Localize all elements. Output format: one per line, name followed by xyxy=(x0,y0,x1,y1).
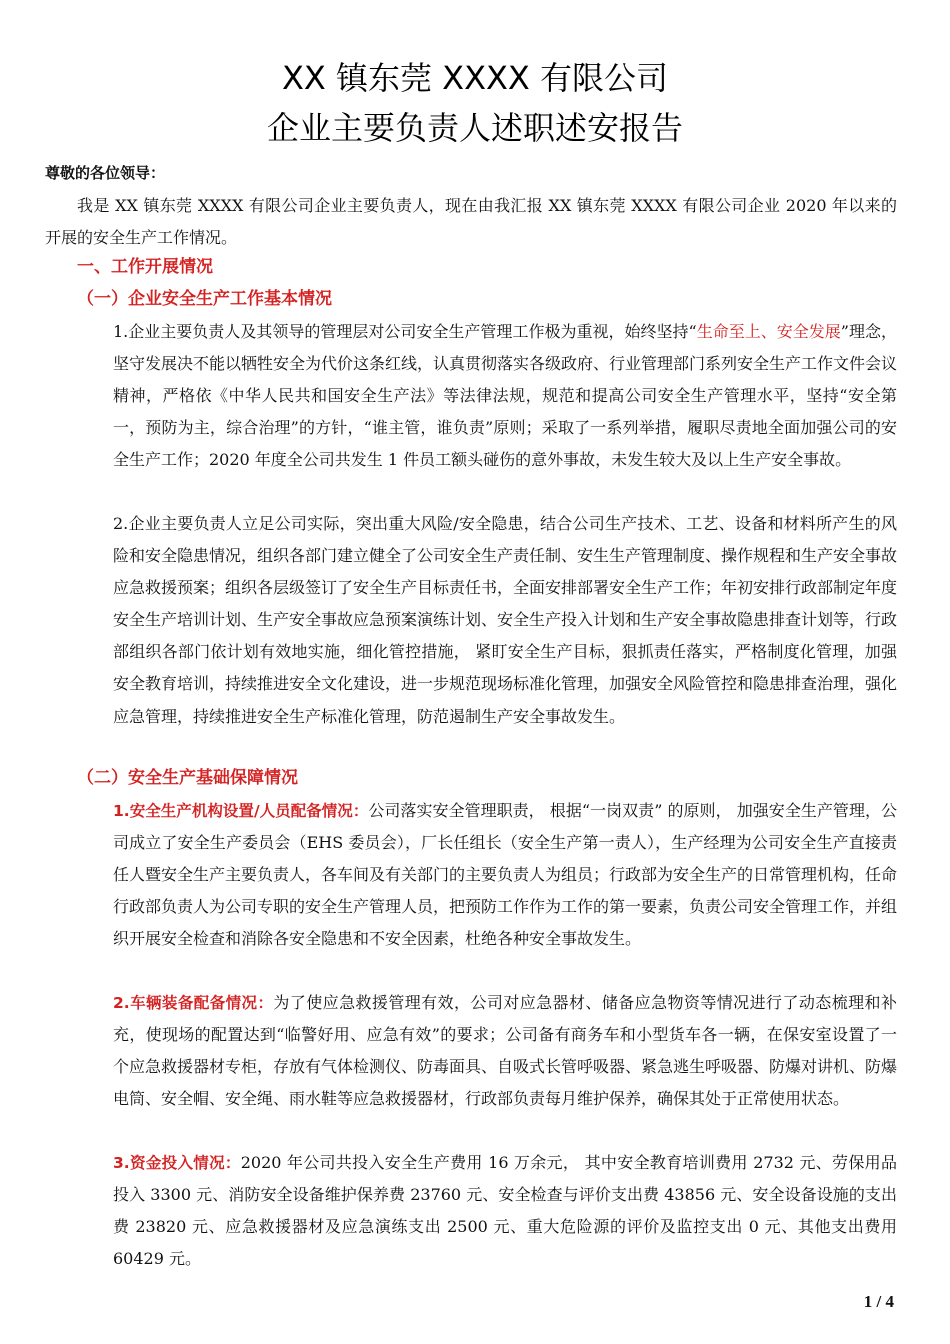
item-text: 公司落实安全管理职责， 根据“一岗双责” 的原则， 加强安全生产管理，公司成立了安全生产委员会（EHS 委员会），厂长任组长（安全生产第一责人），生产经理为公司安全生产直接责任人暨安全生产主要负责人，各车间及有关部门的主要负责人为组员；行政部为安全生产的日常管理机构，任命行政部负责人为公司专职的安全生产管理人员，把预防工作作为工作的第一要素，负责公司安全管理工作，并组织开展安全检查和消除各安全隐患和不安全因素，杜绝各种安全事故发生。 xyxy=(113,801,898,949)
greeting: 尊敬的各位领导： xyxy=(45,164,166,182)
subsection-heading-basic: （一）企业安全生产工作基本情况 xyxy=(77,289,332,309)
document-title-report: 企业主要负责人述职述安报告 xyxy=(266,109,683,147)
list-item: 2.企业主要负责人立足公司实际，突出重大风险/安全隐患，结合公司生产技术、工艺、设备和材料所产生的风险和安全隐患情况，组织各部门建立健全了公司安全生产责任制、安生生产管理制度、操作规程和生产安全事故应急救援预案；组织各层级签订了安全生产目标责任书，全面安排部署安全生产工作；年初安排行政部制定年度安全生产培训计划、生产安全事故应急预案演练计划、安全生产投入计划和生产安全事故隐患排查计划等，行政部组织各部门依计划有效地实施，细化管控措施， 紧盯安全生产目标，狠抓责任落实，严格制度化管理，加强安全教育培训，持续推进安全文化建设，进一步规范现场标准化管理，加强安全风险管控和隐患排查治理，强化应急管理，持续推进安全生产标准化管理，防范遏制生产安全事故发生。 xyxy=(113,514,898,726)
item-lead: 2.车辆装备配备情况： xyxy=(113,994,274,1012)
list-item xyxy=(113,795,897,955)
highlight-slogan: 生命至上、安全发展 xyxy=(696,322,841,341)
item-lead: 3.资金投入情况： xyxy=(113,1154,241,1172)
list-item xyxy=(113,987,897,1115)
list-item xyxy=(113,1147,897,1275)
item-lead: 1.安全生产机构设置/人员配备情况： xyxy=(113,802,369,820)
item-text-suffix: ”理念，坚守发展决不能以牺牲安全为代价这条红线，认真贯彻落实各级政府、行业管理部门系列安全生产工作文件会议精神，严格依《中华人民共和国安全生产法》等法律法规，规范和提高公司安全生产管理水平，坚持“安全第一，预防为主，综合治理”的方针，“谁主管，谁负责”原则；采取了一系列举措，履职尽责地全面加强公司的安全生产工作；2020 年度全公司共发生 1 件员工额头碰伤的意外事故，未发生较大及以上生产安全事故。 xyxy=(113,322,898,470)
item-text: 为了使应急救援管理有效，公司对应急器材、储备应急物资等情况进行了动态梳理和补充，使现场的配置达到“临警好用、应急有效”的要求；公司备有商务车和小型货车各一辆，在保安室设置了一个应急救援器材专柜，存放有气体检测仪、防毒面具、自吸式长管呼吸器、紧急逃生呼吸器、防爆对讲机、防爆电筒、安全帽、安全绳、雨水鞋等应急救援器材，行政部负责每月维护保养，确保其处于正常使用状态。 xyxy=(113,993,898,1109)
page-number: 1 / 4 xyxy=(863,1292,894,1311)
list-item xyxy=(113,316,897,476)
item-text-prefix: 1.企业主要负责人及其领导的管理层对公司安全生产管理工作极为重视，始终坚持“ xyxy=(113,322,697,341)
document-title-company: XX 镇东莞 XXXX 有限公司 xyxy=(281,59,669,97)
section-heading-work: 一、工作开展情况 xyxy=(77,257,213,277)
subsection-heading-guarantee: （二）安全生产基础保障情况 xyxy=(77,768,298,788)
item-text: 2020 年公司共投入安全生产费用 16 万余元， 其中安全教育培训费用 2732 元、劳保用品投入 3300 元、消防安全设备维护保养费 23760 元、安全检查与评价支出费 43856 元、安全设备设施的支出费 23820 元、应急救援器材及应急演练支出 2500 元、重大危险源的评价及监控支出 0 元、其他支出费用 60429 元。 xyxy=(113,1153,897,1269)
intro-paragraph: 我是 XX 镇东莞 XXXX 有限公司企业主要负责人，现在由我汇报 XX 镇东莞 XXXX 有限公司企业 2020 年以来的开展的安全生产工作情况。 xyxy=(45,196,897,247)
